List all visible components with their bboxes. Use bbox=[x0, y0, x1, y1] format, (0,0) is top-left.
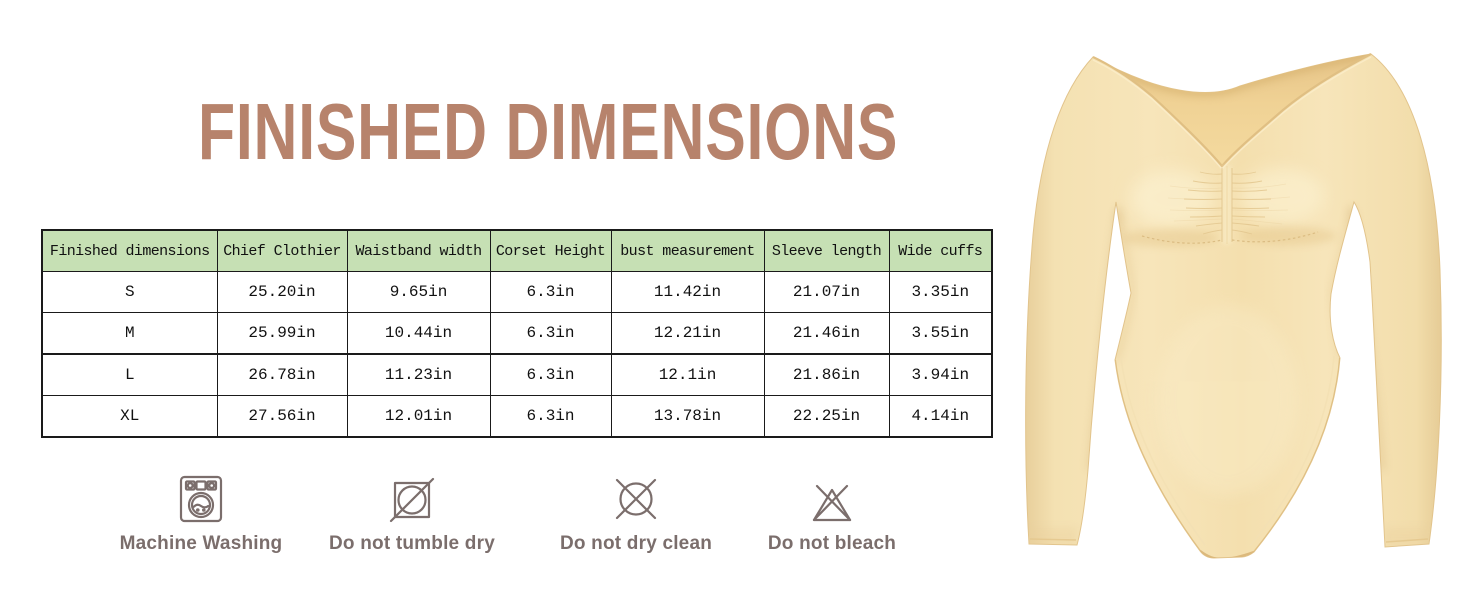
do-not-tumble-dry-icon bbox=[388, 470, 436, 524]
size-chart-cell: 12.21in bbox=[611, 313, 764, 355]
size-chart-header-cell: Finished dimensions bbox=[42, 230, 217, 272]
size-chart-cell: 12.1in bbox=[611, 354, 764, 396]
size-chart-row bbox=[42, 272, 992, 313]
size-chart-cell: 13.78in bbox=[611, 396, 764, 438]
size-chart-row bbox=[42, 354, 992, 396]
care-instruction-label: Do not tumble dry bbox=[329, 533, 495, 554]
size-chart-cell: 21.46in bbox=[764, 313, 889, 355]
size-chart-header-cell: Sleeve length bbox=[764, 230, 889, 272]
size-chart-header-cell: Wide cuffs bbox=[889, 230, 992, 272]
care-instruction-do-not-bleach bbox=[722, 470, 942, 555]
size-chart-row bbox=[42, 313, 992, 355]
size-chart-cell: 3.55in bbox=[889, 313, 992, 355]
washing-machine-icon bbox=[177, 470, 225, 524]
size-chart-cell: 21.86in bbox=[764, 354, 889, 396]
size-chart-cell: 6.3in bbox=[490, 272, 611, 313]
size-label-cell: S bbox=[42, 272, 217, 313]
size-chart-row bbox=[42, 396, 992, 438]
size-chart-table bbox=[41, 229, 993, 438]
size-chart-cell: 27.56in bbox=[217, 396, 347, 438]
page-title: FINISHED DIMENSIONS bbox=[198, 87, 899, 176]
care-instruction-label: Do not bleach bbox=[767, 533, 897, 554]
size-chart-cell: 4.14in bbox=[889, 396, 992, 438]
size-chart-cell: 26.78in bbox=[217, 354, 347, 396]
size-chart-cell: 3.35in bbox=[889, 272, 992, 313]
size-chart-cell: 3.94in bbox=[889, 354, 992, 396]
size-label-cell: XL bbox=[42, 396, 217, 438]
size-chart-cell: 12.01in bbox=[347, 396, 490, 438]
size-chart-cell: 6.3in bbox=[490, 313, 611, 355]
size-chart-cell: 10.44in bbox=[347, 313, 490, 355]
size-chart-cell: 9.65in bbox=[347, 272, 490, 313]
do-not-bleach-icon bbox=[808, 470, 856, 524]
size-chart-header-row bbox=[42, 230, 992, 272]
size-label-cell: L bbox=[42, 354, 217, 396]
care-instruction-machine-washing bbox=[91, 470, 311, 555]
size-chart-cell: 11.23in bbox=[347, 354, 490, 396]
size-chart-cell: 25.99in bbox=[217, 313, 347, 355]
care-instruction-do-not-dry-clean bbox=[526, 470, 746, 555]
size-label-cell: M bbox=[42, 313, 217, 355]
care-instruction-do-not-tumble-dry bbox=[302, 470, 522, 555]
size-chart-header-cell: Chief Clothier bbox=[217, 230, 347, 272]
do-not-dry-clean-icon bbox=[611, 470, 661, 524]
size-chart-header-cell: Waistband width bbox=[347, 230, 490, 272]
care-instruction-label: Do not dry clean bbox=[559, 533, 713, 554]
size-chart-cell: 6.3in bbox=[490, 354, 611, 396]
size-chart-cell: 6.3in bbox=[490, 396, 611, 438]
size-chart-cell: 22.25in bbox=[764, 396, 889, 438]
care-instruction-label: Machine Washing bbox=[119, 533, 283, 554]
bodysuit-product-image bbox=[1000, 0, 1464, 600]
size-chart-header-cell: bust measurement bbox=[611, 230, 764, 272]
size-chart-cell: 11.42in bbox=[611, 272, 764, 313]
size-chart-header-cell: Corset Height bbox=[490, 230, 611, 272]
size-chart-cell: 25.20in bbox=[217, 272, 347, 313]
size-chart-cell: 21.07in bbox=[764, 272, 889, 313]
